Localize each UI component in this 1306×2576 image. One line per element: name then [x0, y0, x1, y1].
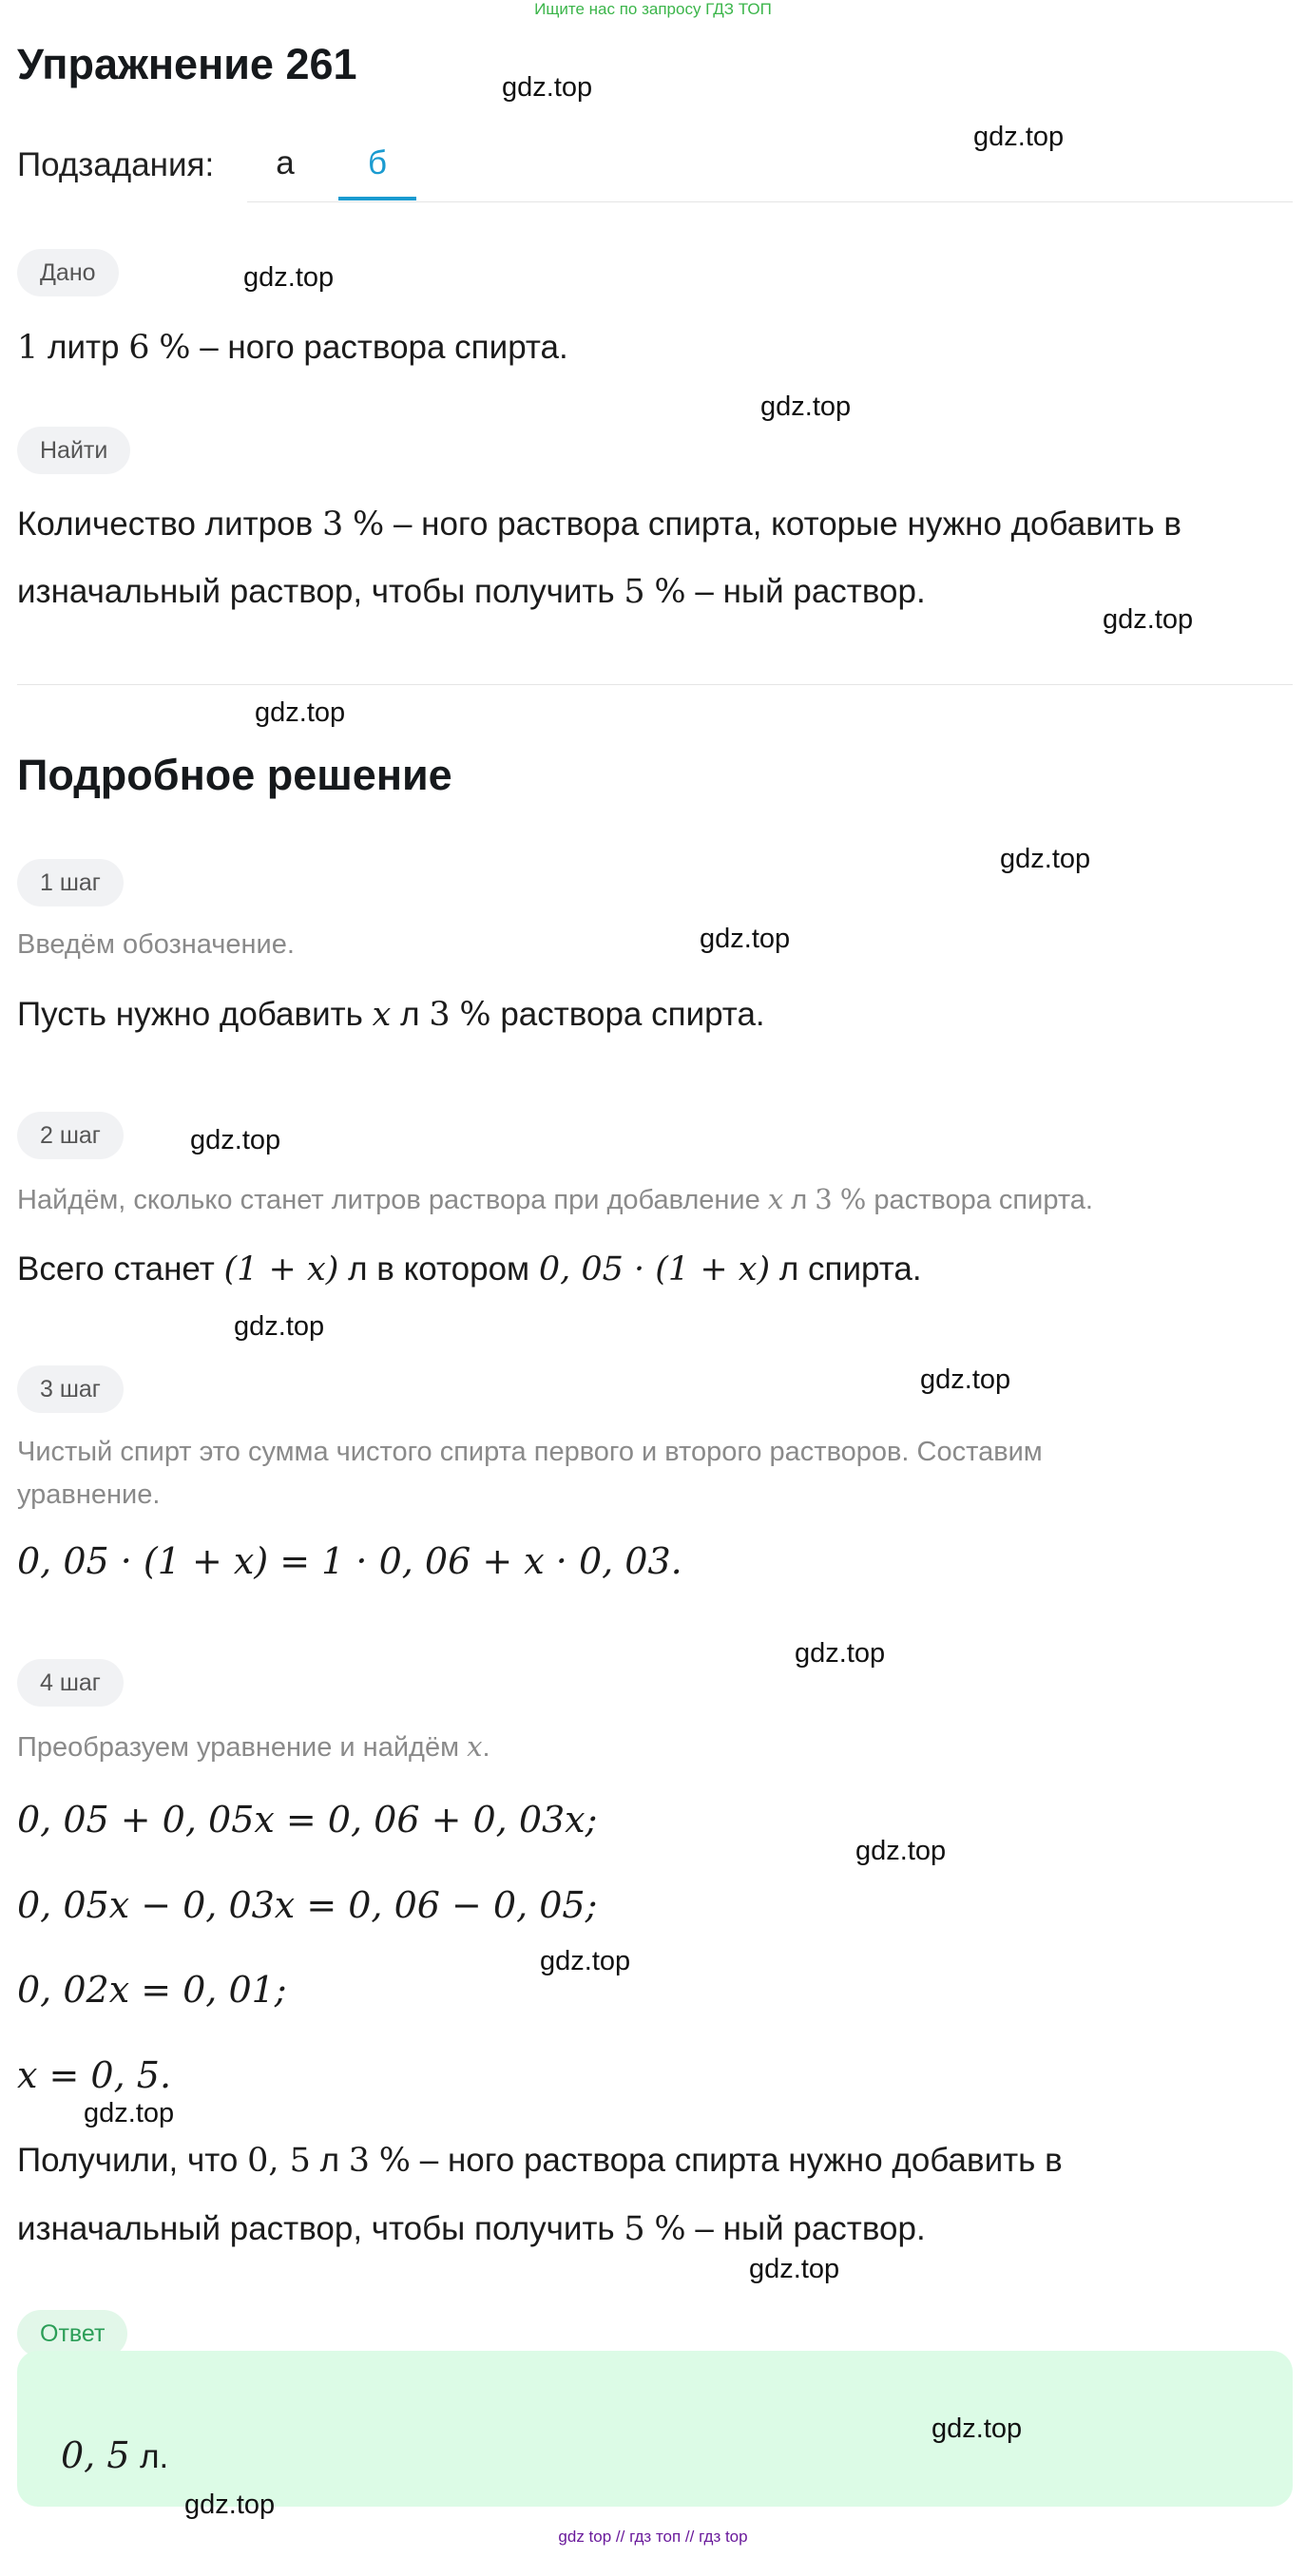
- tab-a[interactable]: а: [276, 144, 295, 181]
- answer-badge: Ответ: [17, 2310, 127, 2357]
- step2-hint: Найдём, сколько станет литров раствора при добавление x л 3 % раствора спирта.: [17, 1183, 1093, 1215]
- step4-eq2: 0, 05x − 0, 03x = 0, 06 − 0, 05;: [17, 1884, 598, 1926]
- step3-hint-line1: Чистый спирт это сумма чистого спирта первого и второго растворов. Составим: [17, 1437, 1043, 1467]
- step4-conclusion-line2: изначальный раствор, чтобы получить 5 % – ный раствор.: [17, 2210, 926, 2248]
- watermark: gdz.top: [920, 1364, 1011, 1395]
- step2-text: Всего станет (1 + x) л в котором 0, 05 · (1 + x) л спирта.: [17, 1250, 922, 1288]
- watermark: gdz.top: [855, 1836, 947, 1866]
- step2-badge: 2 шаг: [17, 1112, 124, 1159]
- step4-badge: 4 шаг: [17, 1659, 124, 1707]
- watermark: gdz.top: [1000, 844, 1091, 874]
- tab-b[interactable]: б: [367, 144, 388, 181]
- watermark: gdz.top: [760, 391, 852, 422]
- watermark: gdz.top: [931, 2414, 1023, 2444]
- active-tab-indicator: [338, 197, 416, 200]
- step4-eq3: 0, 02x = 0, 01;: [17, 1969, 287, 2011]
- given-text: 1 литр 6 % – ного раствора спирта.: [17, 329, 568, 367]
- tabs-divider: [247, 201, 1293, 202]
- watermark: gdz.top: [255, 697, 346, 728]
- step4-eq1: 0, 05 + 0, 05x = 0, 06 + 0, 03x;: [17, 1799, 598, 1841]
- watermark: gdz.top: [502, 72, 593, 103]
- watermark: gdz.top: [234, 1311, 325, 1342]
- watermark: gdz.top: [795, 1638, 886, 1669]
- find-badge: Найти: [17, 427, 130, 474]
- page-title: Упражнение 261: [17, 40, 357, 88]
- watermark: gdz.top: [540, 1946, 631, 1976]
- watermark: gdz.top: [243, 262, 335, 293]
- watermark: gdz.top: [1103, 604, 1194, 635]
- watermark: gdz.top: [973, 122, 1065, 152]
- watermark: gdz.top: [749, 2254, 840, 2284]
- step4-eq4: x = 0, 5.: [17, 2054, 172, 2096]
- step3-equation: 0, 05 · (1 + x) = 1 · 0, 06 + x · 0, 03.: [17, 1540, 682, 1582]
- find-text-line1: Количество литров 3 % – ного раствора спирта, которые нужно добавить в: [17, 506, 1181, 544]
- step3-badge: 3 шаг: [17, 1365, 124, 1413]
- given-badge: Дано: [17, 249, 119, 296]
- watermark: gdz.top: [84, 2098, 175, 2128]
- step4-conclusion-line1: Получили, что 0, 5 л 3 % – ного раствора спирта нужно добавить в: [17, 2142, 1063, 2180]
- subtasks-label: Подзадания:: [17, 146, 215, 183]
- step1-text: Пусть нужно добавить x л 3 % раствора спирта.: [17, 996, 765, 1034]
- answer-box: [17, 2351, 1293, 2507]
- section-divider: [17, 684, 1293, 685]
- step1-badge: 1 шаг: [17, 859, 124, 906]
- watermark: gdz.top: [190, 1125, 281, 1155]
- step1-hint: Введём обозначение.: [17, 929, 295, 960]
- find-text-line2: изначальный раствор, чтобы получить 5 % – ный раствор.: [17, 573, 926, 611]
- step3-hint-line2: уравнение.: [17, 1479, 161, 1510]
- answer-value: 0, 5 л.: [61, 2434, 169, 2476]
- step4-hint: Преобразуем уравнение и найдём x.: [17, 1730, 490, 1763]
- top-banner: Ищите нас по запросу ГДЗ ТОП: [534, 0, 772, 18]
- footer-links[interactable]: gdz top // гдз топ // гдз top: [558, 2528, 748, 2546]
- solution-title: Подробное решение: [17, 751, 452, 799]
- watermark: gdz.top: [700, 924, 791, 954]
- watermark: gdz.top: [184, 2490, 276, 2520]
